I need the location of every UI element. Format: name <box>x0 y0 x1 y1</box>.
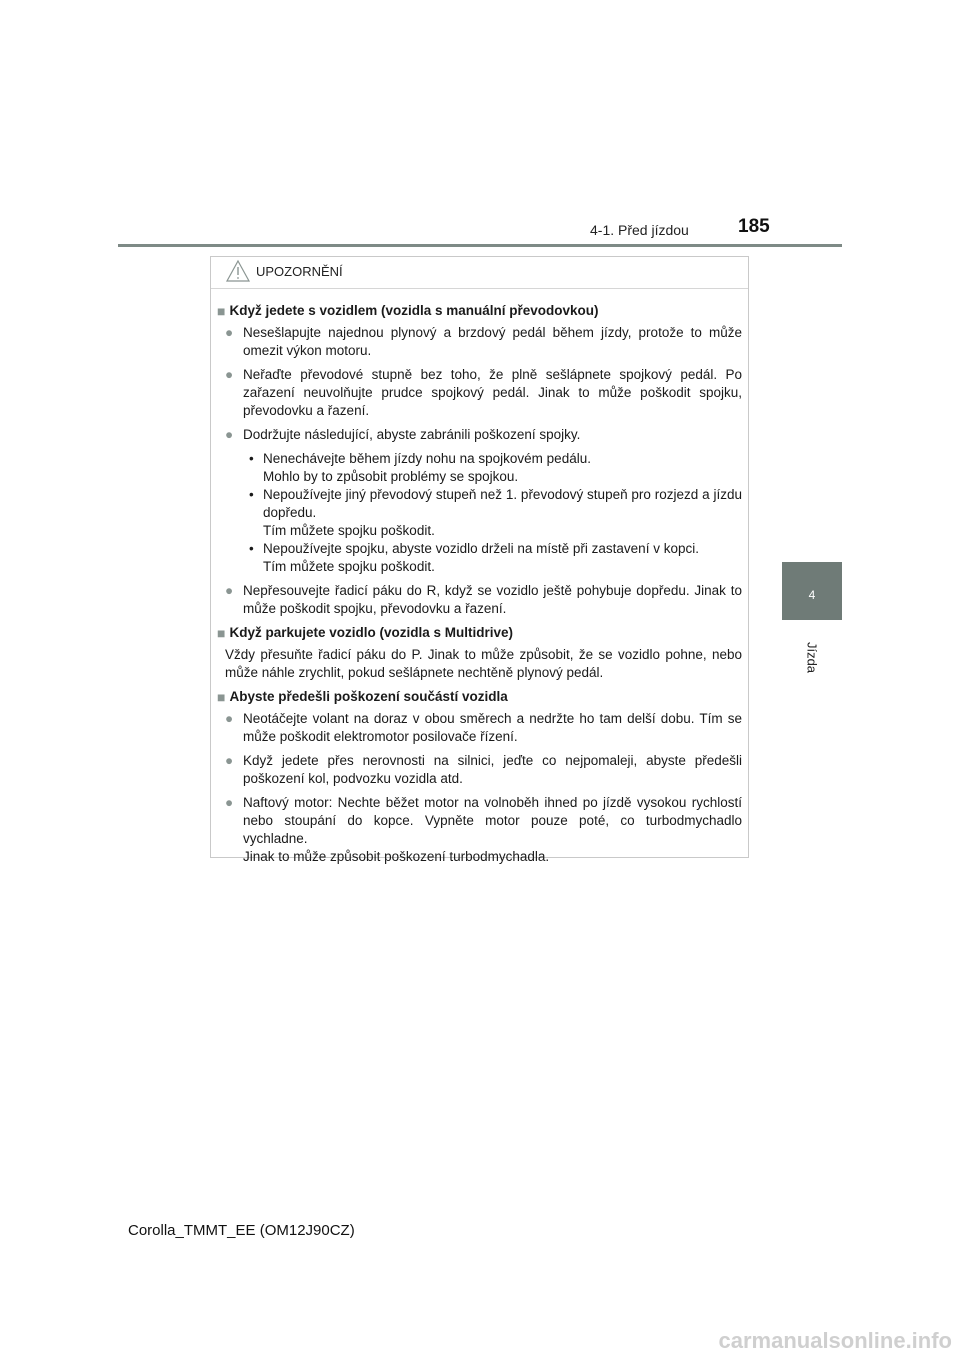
warning-title: UPOZORNĚNÍ <box>256 264 343 279</box>
section-heading: ■ Abyste předešli poškození součástí vozidla <box>217 689 508 705</box>
list-item: ● Dodržujte následující, abyste zabránili poškození spojky. <box>225 427 581 442</box>
list-item: ● Nepřesouvejte řadicí páku do R, když se vozidlo ještě pohybuje dopředu. Jinak to může poškodit spojku, převodovku a řazení. <box>225 583 742 616</box>
circle-bullet-icon: ● <box>225 427 234 442</box>
section-heading: ■ Když parkujete vozidlo (vozidla s Multidrive) <box>217 625 514 641</box>
circle-bullet-icon: ● <box>225 367 234 382</box>
warning-box <box>210 256 749 864</box>
sub-list-item: • Nenechávejte během jízdy nohu na spojkovém pedálu. Mohlo by to způsobit problémy se spojkou. <box>249 451 591 484</box>
chapter-number: 4 <box>808 588 816 602</box>
list-item: ● Naftový motor: Nechte běžet motor na volnoběh ihned po jízdě vysokou rychlostí nebo stoupání do kopce. Vypněte motor pouze poté, co turbodmychadlo vychladne. Jinak to může způsobit poškození turbodmychadla. <box>225 795 742 864</box>
section-heading: ■ Když jedete s vozidlem (vozidla s manuální převodovkou) <box>217 303 599 319</box>
circle-bullet-icon: ● <box>225 795 234 810</box>
section-label: 4-1. Před jízdou <box>590 222 689 238</box>
square-bullet-icon: ■ <box>217 625 226 641</box>
list-item: ● Neotáčejte volant na doraz v obou směrech a nedržte ho tam delší dobu. Tím se může poškodit elektromotor posilovače řízení. <box>225 711 742 744</box>
chapter-label: Jízda <box>804 641 820 674</box>
circle-bullet-icon: ● <box>225 711 234 726</box>
warning-body <box>211 289 748 866</box>
list-item: ● Nesešlapujte najednou plynový a brzdový pedál během jízdy, protože to může omezit výkon motoru. <box>225 325 742 358</box>
square-bullet-icon: ■ <box>217 303 226 319</box>
chapter-tab <box>782 562 842 620</box>
watermark: carmanualsonline.info <box>718 1328 952 1353</box>
list-item: ● Když jedete přes nerovnosti na silnici, jeďte co nejpomaleji, abyste předešli poškození kol, podvozku vozidla atd. <box>225 753 742 786</box>
footer-doc-id: Corolla_TMMT_EE (OM12J90CZ) <box>128 1222 355 1239</box>
sub-list-item: • Nepoužívejte jiný převodový stupeň než 1. převodový stupeň pro rozjezd a jízdu dopředu. Tím můžete spojku poškodit. <box>249 487 742 538</box>
list-item: ● Neřaďte převodové stupně bez toho, že plně sešlápnete spojkový pedál. Po zařazení neuvolňujte prudce spojkový pedál. Jinak to může poškodit spojku, převodovku a řazení. <box>225 367 742 418</box>
sub-list-item: • Nepoužívejte spojku, abyste vozidlo drželi na místě při zastavení v kopci. Tím můžete spojku poškodit. <box>249 541 699 574</box>
page-number: 185 <box>738 216 770 237</box>
warning-triangle-icon <box>225 259 251 283</box>
circle-bullet-icon: ● <box>225 583 234 598</box>
square-bullet-icon: ■ <box>217 689 226 705</box>
circle-bullet-icon: ● <box>225 753 234 768</box>
circle-bullet-icon: ● <box>225 325 234 340</box>
header-rule <box>118 244 842 247</box>
warning-header <box>211 257 748 289</box>
paragraph: Vždy přesuňte řadicí páku do P. Jinak to může způsobit, že se vozidlo pohne, nebo může náhle zrychlit, pokud sešlápnete nechtěně plynový pedál. <box>225 647 742 680</box>
